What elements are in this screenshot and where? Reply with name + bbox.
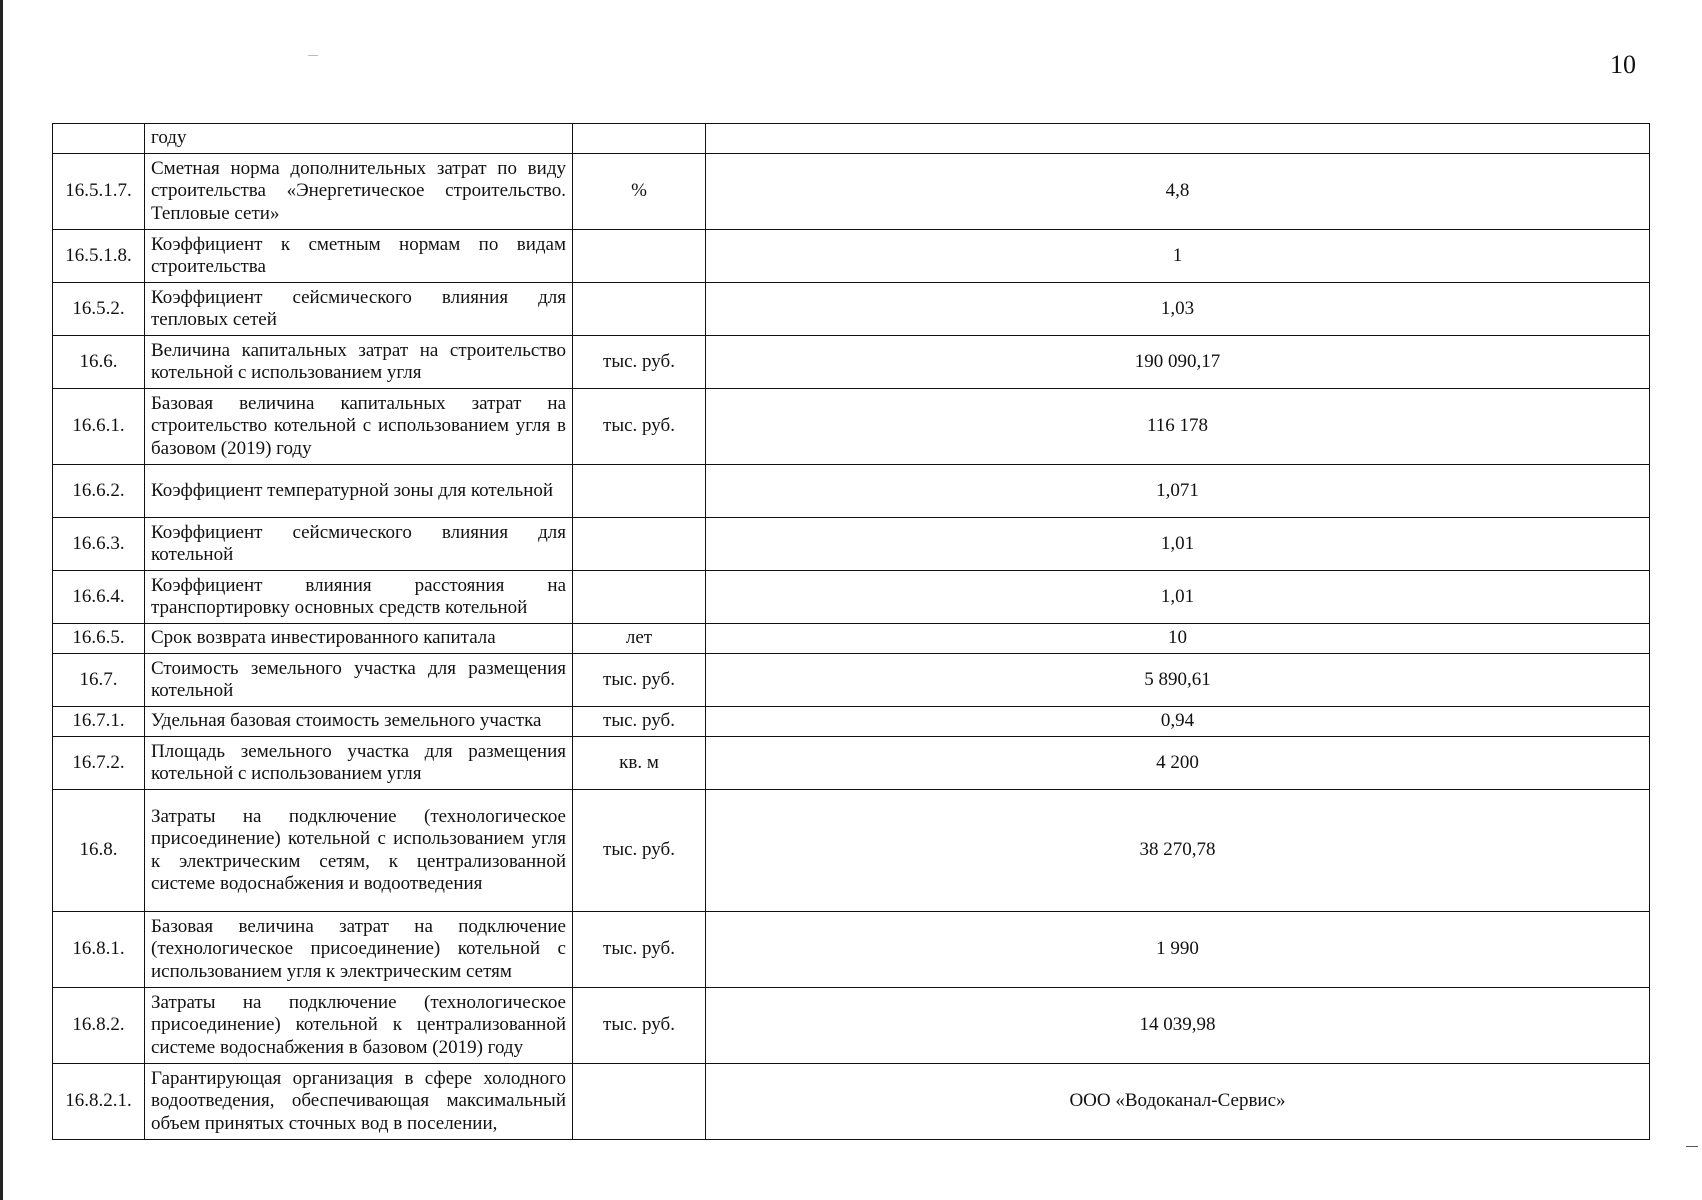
- scan-left-edge: [0, 0, 3, 1200]
- table-row: [53, 707, 1650, 737]
- row-description: Коэффициент сейсмического влияния для тепловых сетей: [145, 283, 573, 336]
- row-description: Затраты на подключение (технологическое присоединение) котельной с использованием угля к электрическим сетям, к централизованной системе водоснабжения и водоотведения: [145, 790, 573, 912]
- row-number: 16.8.1.: [53, 912, 145, 988]
- row-description: Затраты на подключение (технологическое присоединение) котельной к централизованной системе водоснабжения в базовом (2019) году: [145, 988, 573, 1064]
- row-number: 16.5.1.7.: [53, 154, 145, 230]
- row-description: Коэффициент температурной зоны для котельной: [145, 465, 573, 518]
- row-value: 4,8: [706, 154, 1650, 230]
- row-value: 1 990: [706, 912, 1650, 988]
- table-row: [53, 518, 1650, 571]
- row-unit: [573, 465, 706, 518]
- row-number: 16.5.2.: [53, 283, 145, 336]
- scan-margin-mark: [1686, 1146, 1698, 1147]
- row-number: 16.6.4.: [53, 571, 145, 624]
- row-number: 16.8.2.: [53, 988, 145, 1064]
- row-number: 16.8.2.1.: [53, 1064, 145, 1140]
- parameters-table: [52, 123, 1650, 1140]
- row-unit: [573, 230, 706, 283]
- row-unit: лет: [573, 624, 706, 654]
- row-unit: кв. м: [573, 737, 706, 790]
- row-description: Величина капитальных затрат на строительство котельной с использованием угля: [145, 336, 573, 389]
- row-unit: тыс. руб.: [573, 336, 706, 389]
- row-value: 10: [706, 624, 1650, 654]
- row-value: ООО «Водоканал-Сервис»: [706, 1064, 1650, 1140]
- row-number: 16.6.5.: [53, 624, 145, 654]
- row-unit: [573, 518, 706, 571]
- table-row: [53, 336, 1650, 389]
- table-row: [53, 230, 1650, 283]
- row-description: Коэффициент сейсмического влияния для котельной: [145, 518, 573, 571]
- row-number: 16.6.: [53, 336, 145, 389]
- row-description: Площадь земельного участка для размещения котельной с использованием угля: [145, 737, 573, 790]
- row-unit: тыс. руб.: [573, 389, 706, 465]
- row-number: 16.5.1.8.: [53, 230, 145, 283]
- row-number: 16.7.2.: [53, 737, 145, 790]
- table-row: [53, 737, 1650, 790]
- table-row: [53, 912, 1650, 988]
- table-row: [53, 790, 1650, 912]
- row-value: 1,03: [706, 283, 1650, 336]
- row-number: 16.7.: [53, 654, 145, 707]
- row-description: Удельная базовая стоимость земельного участка: [145, 707, 573, 737]
- table-row: [53, 283, 1650, 336]
- row-description: Коэффициент влияния расстояния на транспортировку основных средств котельной: [145, 571, 573, 624]
- row-value: 38 270,78: [706, 790, 1650, 912]
- page-number: 10: [1610, 50, 1636, 79]
- row-description: Базовая величина капитальных затрат на строительство котельной с использованием угля в базовом (2019) году: [145, 389, 573, 465]
- row-description: Сметная норма дополнительных затрат по виду строительства «Энергетическое строительство. Тепловые сети»: [145, 154, 573, 230]
- row-unit: %: [573, 154, 706, 230]
- row-value: 1,01: [706, 518, 1650, 571]
- row-unit: [573, 283, 706, 336]
- row-value: 1: [706, 230, 1650, 283]
- row-value: 116 178: [706, 389, 1650, 465]
- table-row: [53, 124, 1650, 154]
- row-unit: [573, 571, 706, 624]
- row-description: Срок возврата инвестированного капитала: [145, 624, 573, 654]
- row-description: Коэффициент к сметным нормам по видам строительства: [145, 230, 573, 283]
- table-row: [53, 154, 1650, 230]
- row-unit: тыс. руб.: [573, 988, 706, 1064]
- row-value: 14 039,98: [706, 988, 1650, 1064]
- row-value: [706, 124, 1650, 154]
- row-unit: тыс. руб.: [573, 790, 706, 912]
- table-row: [53, 624, 1650, 654]
- table-row: [53, 988, 1650, 1064]
- scan-speck: [308, 55, 318, 56]
- row-unit: тыс. руб.: [573, 912, 706, 988]
- row-number: 16.6.1.: [53, 389, 145, 465]
- row-value: 4 200: [706, 737, 1650, 790]
- table-row: [53, 654, 1650, 707]
- row-number: 16.6.2.: [53, 465, 145, 518]
- row-number: 16.8.: [53, 790, 145, 912]
- row-value: 190 090,17: [706, 336, 1650, 389]
- row-value: 5 890,61: [706, 654, 1650, 707]
- row-value: 1,01: [706, 571, 1650, 624]
- row-number: 16.7.1.: [53, 707, 145, 737]
- row-value: 1,071: [706, 465, 1650, 518]
- table-row: [53, 465, 1650, 518]
- row-value: 0,94: [706, 707, 1650, 737]
- row-unit: тыс. руб.: [573, 654, 706, 707]
- table-row: [53, 571, 1650, 624]
- row-description: Гарантирующая организация в сфере холодного водоотведения, обеспечивающая максимальный объем принятых сточных вод в поселении,: [145, 1064, 573, 1140]
- row-unit: [573, 124, 706, 154]
- row-number: [53, 124, 145, 154]
- table-row: [53, 1064, 1650, 1140]
- row-description: Стоимость земельного участка для размещения котельной: [145, 654, 573, 707]
- row-number: 16.6.3.: [53, 518, 145, 571]
- row-description: году: [145, 124, 573, 154]
- row-description: Базовая величина затрат на подключение (технологическое присоединение) котельной с использованием угля к электрическим сетям: [145, 912, 573, 988]
- row-unit: [573, 1064, 706, 1140]
- table-row: [53, 389, 1650, 465]
- row-unit: тыс. руб.: [573, 707, 706, 737]
